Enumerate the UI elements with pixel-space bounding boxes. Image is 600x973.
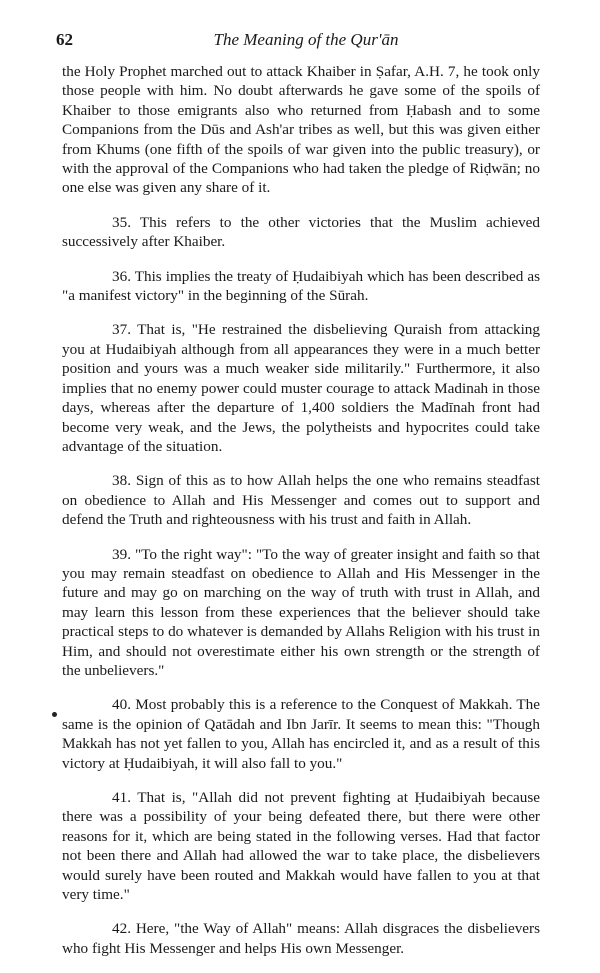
body-text xyxy=(62,62,540,973)
running-title: The Meaning of the Qur'ān xyxy=(213,30,399,49)
note-38: 38. Sign of this as to how Allah helps the one who remains steadfast on obedience to Allah and His Messenger and comes out to support and defend the Truth and righteousness with his trust and faith in Allah. xyxy=(62,472,540,529)
page-header xyxy=(56,30,556,52)
margin-dot xyxy=(52,712,57,717)
note-40: 40. Most probably this is a reference to the Conquest of Makkah. The same is the opinion of Qatādah and Ibn Jarīr. It seems to mean this: "Though Makkah has not yet fallen to you, Allah has encircled it, and as a result of this victory at Ḥudaibiyah, it will also fall to you." xyxy=(62,696,540,772)
note-41: 41. That is, "Allah did not prevent fighting at Ḥudaibiyah because there was a possibility of your being defeated there, but there were other reasons for it, which are being stated in the following verses. Had that factor not been there and Allah had allowed the war to take place, the disbelievers would surely have been routed and Makkah would have fallen to you at that very time." xyxy=(62,789,540,904)
note-35: 35. This refers to the other victories that the Muslim achieved successively after Khaiber. xyxy=(62,213,540,251)
note-42: 42. Here, "the Way of Allah" means: Allah disgraces the disbelievers who fight His Messenger and helps His own Messenger. xyxy=(62,920,540,957)
note-37: 37. That is, "He restrained the disbelieving Quraish from attacking you at Hudaibiyah although from all appearances they were in a much better position and yours was a much weaker side militarily." Furthermore, it also implies that no enemy power could muster courage to attack Madinah in those days, whereas after the departure of 1,400 soldiers the Madīnah front had become very weak, and the Jews, the polytheists and hypocrites could take advantage of the situation. xyxy=(62,321,540,455)
note-39: 39. "To the right way": "To the way of greater insight and faith so that you may remain steadfast on obedience to Allah and His Messenger in the future and may go on marching on the way of truth with trust in Allah, and may learn this lesson from these experiences that the believer should take practical steps to do whatever is demanded by Allahs Religion with his trust in Him, and should not overestimate either his own strength or the strength of the unbelievers." xyxy=(62,545,540,679)
page-number: 62 xyxy=(56,30,73,49)
note-36: 36. This implies the treaty of Ḥudaibiyah which has been described as "a manifest victory" in the beginning of the Sūrah. xyxy=(62,267,540,305)
paragraph-continuation: the Holy Prophet marched out to attack Khaiber in Ṣafar, A.H. 7, he took only those people with him. No doubt afterwards he gave some of the spoils of Khaiber to those emigrants also who returned from Ḥabash and to some Companions from the Dūs and Ash'ar tribes as well, but this was given either from Khums (one fifth of the spoils of war given into the public treasury), or with the approval of the Companions who had taken the pledge of Riḍwān; no one else was given any share of it. xyxy=(62,63,540,197)
